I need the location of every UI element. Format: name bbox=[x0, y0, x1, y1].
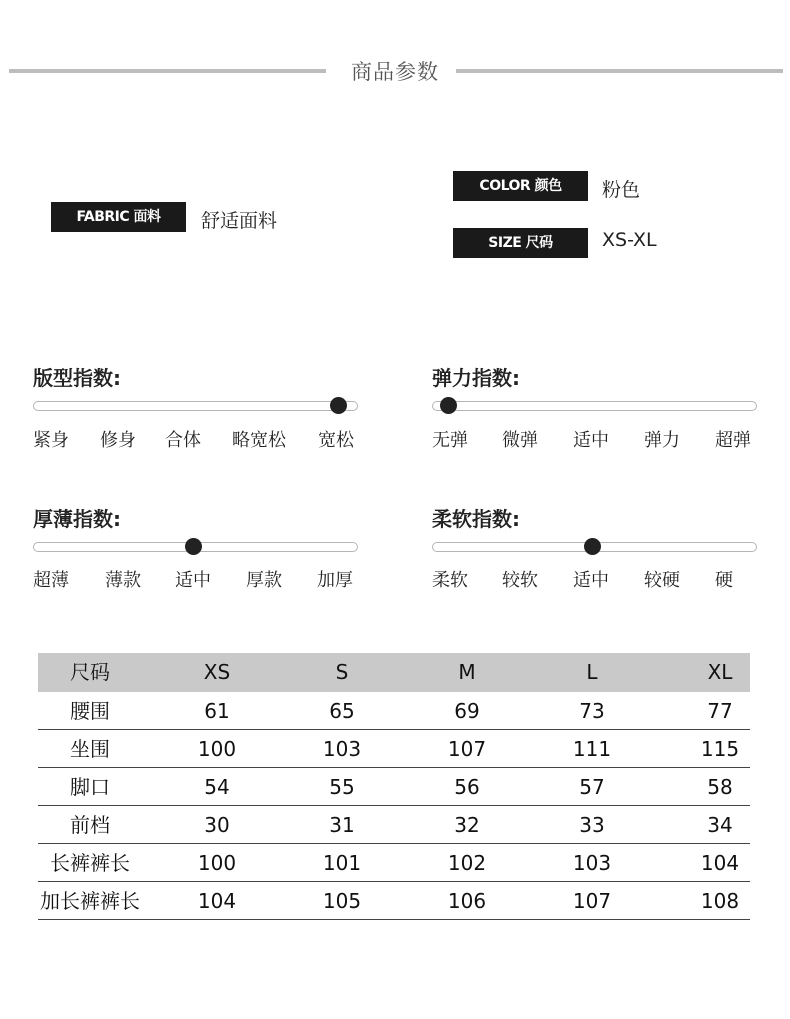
thickness-index-label: 薄款 bbox=[105, 570, 141, 591]
thickness-index-label: 加厚 bbox=[317, 570, 353, 591]
table-row-label: 前档 bbox=[70, 813, 110, 837]
fit-index-label: 宽松 bbox=[318, 430, 354, 451]
thickness-index-label: 超薄 bbox=[33, 570, 69, 591]
table-cell: 34 bbox=[707, 813, 733, 837]
elasticity-index-knob bbox=[440, 397, 457, 414]
table-cell: 56 bbox=[454, 775, 480, 799]
table-cell: 69 bbox=[454, 699, 480, 723]
fit-index-label: 略宽松 bbox=[232, 430, 286, 451]
fabric-tag: FABRIC 面料 bbox=[51, 202, 186, 232]
fit-index-label: 合体 bbox=[165, 430, 201, 451]
table-cell: 102 bbox=[447, 851, 487, 875]
elasticity-index-label: 适中 bbox=[573, 430, 609, 451]
table-cell: 30 bbox=[204, 813, 230, 837]
thickness-index-label: 厚款 bbox=[246, 570, 282, 591]
table-cell: 101 bbox=[322, 851, 362, 875]
table-row bbox=[38, 844, 750, 882]
table-header-cell: M bbox=[458, 660, 476, 684]
elasticity-index-label: 无弹 bbox=[432, 430, 468, 451]
table-row bbox=[38, 692, 750, 730]
table-cell: 107 bbox=[572, 889, 612, 913]
table-cell: 111 bbox=[572, 737, 612, 761]
softness-index-label: 适中 bbox=[573, 570, 609, 591]
table-cell: 103 bbox=[572, 851, 612, 875]
table-cell: 115 bbox=[700, 737, 740, 761]
header-line-right bbox=[456, 69, 783, 73]
table-cell: 61 bbox=[204, 699, 230, 723]
elasticity-index-title: 弹力指数: bbox=[432, 366, 520, 390]
size-tag: SIZE 尺码 bbox=[453, 228, 588, 258]
table-cell: 73 bbox=[579, 699, 605, 723]
table-cell: 32 bbox=[454, 813, 480, 837]
table-row bbox=[38, 806, 750, 844]
table-header-cell: 尺码 bbox=[70, 660, 110, 684]
color-value: 粉色 bbox=[602, 179, 641, 201]
table-header-cell: XL bbox=[707, 660, 733, 684]
size-table bbox=[38, 653, 750, 920]
softness-index-label: 较软 bbox=[502, 570, 538, 591]
page-title: 商品参数 bbox=[351, 60, 439, 84]
table-cell: 104 bbox=[700, 851, 740, 875]
thickness-index-label: 适中 bbox=[175, 570, 211, 591]
table-cell: 105 bbox=[322, 889, 362, 913]
table-row bbox=[38, 882, 750, 920]
table-header-cell: S bbox=[335, 660, 349, 684]
elasticity-index-track bbox=[432, 401, 757, 411]
thickness-index-knob bbox=[185, 538, 202, 555]
table-cell: 65 bbox=[329, 699, 355, 723]
elasticity-index-label: 微弹 bbox=[502, 430, 538, 451]
elasticity-index-label: 超弹 bbox=[715, 430, 751, 451]
table-cell: 100 bbox=[197, 851, 237, 875]
softness-index-knob bbox=[584, 538, 601, 555]
fit-index-track bbox=[33, 401, 358, 411]
softness-index-title: 柔软指数: bbox=[432, 507, 520, 531]
table-row bbox=[38, 730, 750, 768]
softness-index-label: 较硬 bbox=[644, 570, 680, 591]
size-value: XS-XL bbox=[602, 229, 657, 251]
table-row-label: 长裤裤长 bbox=[50, 851, 130, 875]
table-cell: 107 bbox=[447, 737, 487, 761]
table-cell: 33 bbox=[579, 813, 605, 837]
fit-index-label: 修身 bbox=[100, 430, 136, 451]
table-cell: 31 bbox=[329, 813, 355, 837]
thickness-index-title: 厚薄指数: bbox=[33, 507, 121, 531]
color-tag: COLOR 颜色 bbox=[453, 171, 588, 201]
table-header-cell: XS bbox=[203, 660, 231, 684]
table-cell: 103 bbox=[322, 737, 362, 761]
table-row bbox=[38, 768, 750, 806]
table-cell: 58 bbox=[707, 775, 733, 799]
fit-index-label: 紧身 bbox=[33, 430, 69, 451]
table-cell: 104 bbox=[197, 889, 237, 913]
table-header-row bbox=[38, 653, 750, 692]
table-row-label: 加长裤裤长 bbox=[40, 889, 140, 913]
table-cell: 77 bbox=[707, 699, 733, 723]
table-cell: 57 bbox=[579, 775, 605, 799]
table-header-cell: L bbox=[586, 660, 598, 684]
table-cell: 55 bbox=[329, 775, 355, 799]
table-row-label: 腰围 bbox=[70, 699, 110, 723]
softness-index-label: 柔软 bbox=[432, 570, 468, 591]
table-cell: 106 bbox=[447, 889, 487, 913]
table-row-label: 脚口 bbox=[70, 775, 110, 799]
table-cell: 108 bbox=[700, 889, 740, 913]
table-cell: 100 bbox=[197, 737, 237, 761]
fabric-value: 舒适面料 bbox=[201, 210, 278, 232]
softness-index-label: 硬 bbox=[715, 570, 733, 591]
fit-index-knob bbox=[330, 397, 347, 414]
fit-index-title: 版型指数: bbox=[33, 366, 121, 390]
table-row-label: 坐围 bbox=[70, 737, 110, 761]
table-cell: 54 bbox=[204, 775, 230, 799]
elasticity-index-label: 弹力 bbox=[644, 430, 680, 451]
